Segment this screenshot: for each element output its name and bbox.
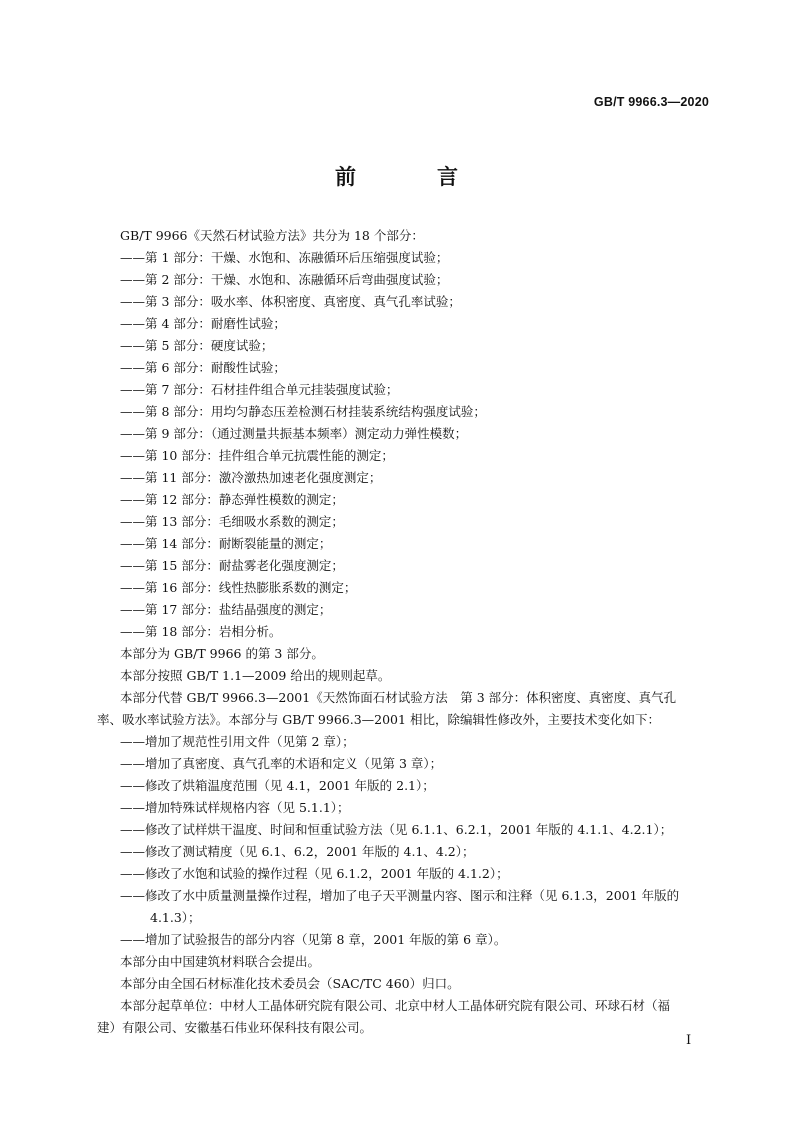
list-item: ——第 12 部分：静态弹性模数的测定； — [120, 492, 344, 507]
list-item: ——第 10 部分：挂件组合单元抗震性能的测定； — [120, 448, 394, 463]
list-item: ——第 17 部分：盐结晶强度的测定； — [120, 602, 332, 617]
list-item: ——第 2 部分：干燥、水饱和、冻融循环后弯曲强度试验； — [120, 272, 449, 287]
paragraph-line: GB/T 9966《天然石材试验方法》共分为 18 个部分： — [120, 228, 424, 243]
list-item: ——第 5 部分：硬度试验； — [120, 338, 274, 353]
paragraph-line: 本部分起草单位：中材人工晶体研究院有限公司、北京中材人工晶体研究院有限公司、环球石材（福 — [120, 998, 671, 1013]
list-item: ——第 1 部分：干燥、水饱和、冻融循环后压缩强度试验； — [120, 250, 449, 265]
standard-code: GB/T 9966.3—2020 — [593, 95, 709, 109]
paragraph-line: 本部分为 GB/T 9966 的第 3 部分。 — [120, 646, 324, 661]
list-item: ——增加特殊试样规格内容（见 5.1.1）； — [120, 800, 350, 815]
list-item: ——第 8 部分：用均匀静态压差检测石材挂装系统结构强度试验； — [120, 404, 486, 419]
list-item: ——第 3 部分：吸水率、体积密度、真密度、真气孔率试验； — [120, 294, 461, 309]
list-item: ——修改了试样烘干温度、时间和恒重试验方法（见 6.1.1、6.2.1，2001 年版的 4.1.1、4.2.1）； — [120, 822, 673, 837]
list-item: ——第 18 部分：岩相分析。 — [120, 624, 282, 639]
list-item: ——增加了规范性引用文件（见第 2 章）； — [120, 734, 355, 749]
list-item: ——第 4 部分：耐磨性试验； — [120, 316, 286, 331]
list-item: ——第 11 部分：激冷激热加速老化强度测定； — [120, 470, 382, 485]
list-item: ——第 14 部分：耐断裂能量的测定； — [120, 536, 332, 551]
list-item: ——增加了真密度、真气孔率的术语和定义（见第 3 章）； — [120, 756, 443, 771]
page-title: 前 言 — [335, 164, 488, 189]
page-number: I — [686, 1033, 692, 1048]
list-item: ——修改了水饱和试验的操作过程（见 6.1.2，2001 年版的 4.1.2）； — [120, 866, 509, 881]
list-item: ——第 15 部分：耐盐雾老化强度测定； — [120, 558, 344, 573]
paragraph-line: 本部分代替 GB/T 9966.3—2001《天然饰面石材试验方法 第 3 部分：体积密度、真密度、真气孔 — [120, 690, 677, 705]
list-item: ——第 16 部分：线性热膨胀系数的测定； — [120, 580, 357, 595]
list-item: ——第 7 部分：石材挂件组合单元挂装强度试验； — [120, 382, 399, 397]
paragraph-line: 本部分按照 GB/T 1.1—2009 给出的规则起草。 — [120, 668, 391, 683]
list-item: ——修改了烘箱温度范围（见 4.1，2001 年版的 2.1）； — [120, 778, 435, 793]
paragraph-line: 本部分由全国石材标准化技术委员会（SAC/TC 460）归口。 — [120, 976, 460, 991]
list-item: ——增加了试验报告的部分内容（见第 8 章，2001 年版的第 6 章）。 — [120, 932, 507, 947]
list-item: ——第 9 部分：（通过测量共振基本频率）测定动力弹性模数； — [120, 426, 468, 441]
list-item: ——第 13 部分：毛细吸水系数的测定； — [120, 514, 344, 529]
paragraph-line: 率、吸水率试验方法》。本部分与 GB/T 9966.3—2001 相比，除编辑性修改外，主要技术变化如下： — [97, 712, 660, 727]
paragraph-line: 本部分由中国建筑材料联合会提出。 — [120, 954, 321, 969]
list-item: ——第 6 部分：耐酸性试验； — [120, 360, 286, 375]
list-item: ——修改了测试精度（见 6.1、6.2，2001 年版的 4.1、4.2）； — [120, 844, 475, 859]
list-item: ——修改了水中质量测量操作过程，增加了电子天平测量内容、图示和注释（见 6.1.3，2001 年版的 — [120, 888, 680, 903]
paragraph-line: 建）有限公司、安徽基石伟业环保科技有限公司。 — [97, 1020, 373, 1035]
list-item-continuation: 4.1.3）； — [150, 910, 201, 925]
